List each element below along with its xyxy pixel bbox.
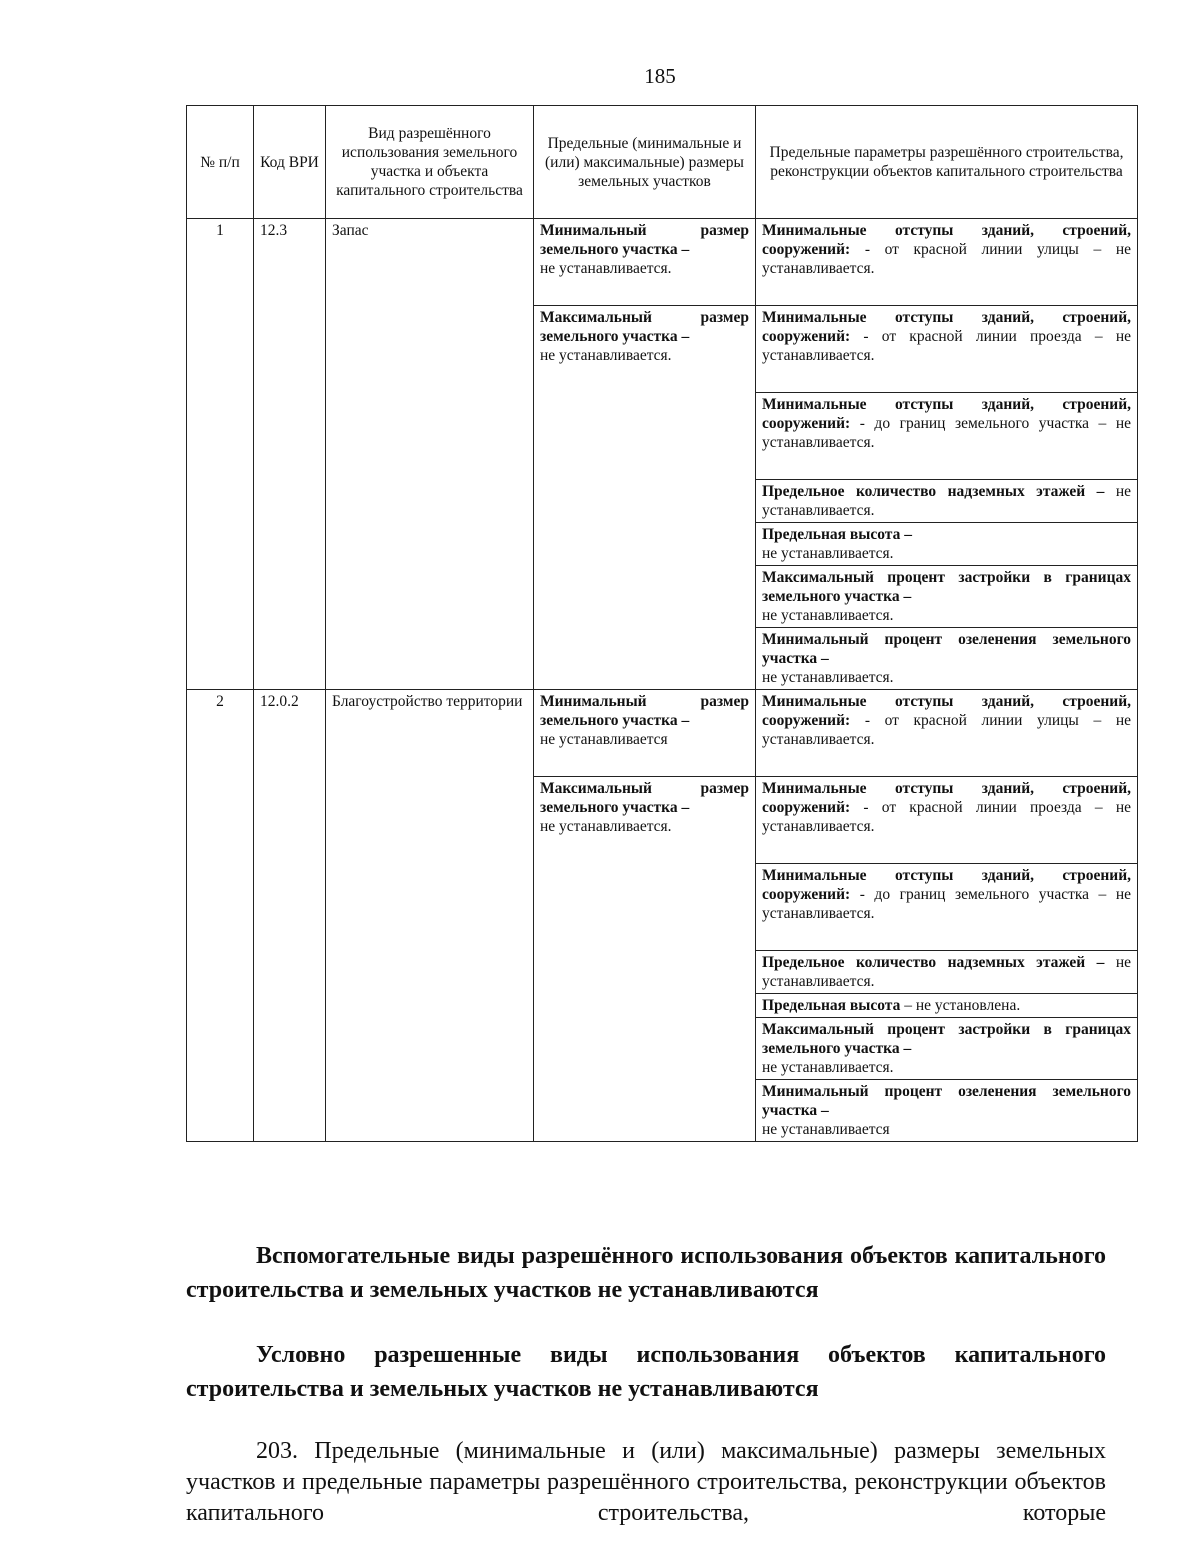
- param-label: Максимальный процент застройки в границах земельного участка –: [762, 1021, 1131, 1057]
- param-cell: [756, 951, 1138, 994]
- max-size-value: не устанавливается.: [540, 347, 672, 364]
- param-value: не устанавливается.: [762, 954, 1132, 990]
- regulations-table: [186, 105, 1138, 1142]
- row-code: 12.3: [254, 219, 326, 690]
- min-size-label: Минимальный размер земельного участка –: [540, 693, 749, 729]
- param-cell: [756, 566, 1138, 628]
- param-label: Предельная высота –: [762, 526, 912, 543]
- param-value: не устанавливается.: [762, 483, 1132, 519]
- header-num: № п/п: [187, 106, 254, 219]
- row-use: Благоустройство территории: [326, 690, 534, 1142]
- param-cell: [756, 523, 1138, 566]
- param-value: не устанавливается.: [762, 1059, 894, 1076]
- param-cell: [756, 628, 1138, 690]
- param-cell: [756, 1080, 1138, 1142]
- param-value: не устанавливается.: [762, 607, 894, 624]
- param-label: Предельное количество надземных этажей –: [762, 483, 1105, 500]
- param-value: не устанавливается.: [762, 545, 894, 562]
- param-label: Минимальный процент озеленения земельного участка –: [762, 631, 1131, 667]
- min-size-cell: [534, 219, 756, 306]
- param-cell: [756, 864, 1138, 951]
- param-label: Минимальные отступы зданий, строений, сооружений:: [762, 780, 1131, 816]
- table-row: [187, 219, 1138, 306]
- min-size-cell: [534, 690, 756, 777]
- param-cell: [756, 480, 1138, 523]
- param-label: Минимальные отступы зданий, строений, сооружений:: [762, 867, 1131, 903]
- param-cell: [756, 1018, 1138, 1080]
- table-row: [187, 690, 1138, 777]
- section-heading: Вспомогательные виды разрешённого использования объектов капитального строительства и земельных участков не устанавливаются: [186, 1243, 1106, 1303]
- param-label: Минимальные отступы зданий, строений, сооружений:: [762, 309, 1131, 345]
- param-cell: [756, 393, 1138, 480]
- min-size-value: не устанавливается.: [540, 260, 672, 277]
- param-label: Предельное количество надземных этажей –: [762, 954, 1105, 971]
- row-use: Запас: [326, 219, 534, 690]
- min-size-value: не устанавливается: [540, 731, 668, 748]
- row-number: 1: [187, 219, 254, 690]
- table-header-row: [187, 106, 1138, 219]
- section-heading: Условно разрешенные виды использования объектов капитального строительства и земельных участков не устанавливаются: [186, 1342, 1106, 1402]
- param-value: - до границ земельного участка – не устанавливается.: [762, 886, 1132, 922]
- param-value: – не установлена.: [904, 997, 1021, 1014]
- param-value: - от красной линии улицы – не устанавливается.: [762, 241, 1131, 277]
- page-number: 185: [644, 64, 676, 88]
- header-params: Предельные параметры разрешённого строительства, реконструкции объектов капитального строительства: [756, 106, 1138, 219]
- header-code: Код ВРИ: [254, 106, 326, 219]
- max-size-value: не устанавливается.: [540, 818, 672, 835]
- row-number: 2: [187, 690, 254, 1142]
- min-size-label: Минимальный размер земельного участка –: [540, 222, 749, 258]
- row-code: 12.0.2: [254, 690, 326, 1142]
- max-size-label: Максимальный размер земельного участка –: [540, 780, 749, 816]
- param-value: не устанавливается: [762, 1121, 890, 1138]
- max-size-label: Максимальный размер земельного участка –: [540, 309, 749, 345]
- header-use: Вид разрешённого использования земельного участка и объекта капитального строительства: [326, 106, 534, 219]
- param-value: - от красной линии проезда – не устанавливается.: [762, 799, 1131, 835]
- body-paragraph: 203. Предельные (минимальные и (или) максимальные) размеры земельных участков и предельные параметры разрешённого строительства, реконструкции объектов капитального строительства, которые: [186, 1438, 1106, 1526]
- param-value: не устанавливается.: [762, 669, 894, 686]
- param-label: Минимальные отступы зданий, строений, сооружений:: [762, 222, 1131, 258]
- max-size-cell: [534, 306, 756, 690]
- header-size: Предельные (минимальные и (или) максимальные) размеры земельных участков: [534, 106, 756, 219]
- param-cell: [756, 777, 1138, 864]
- param-value: - от красной линии улицы – не устанавливается.: [762, 712, 1131, 748]
- param-value: - до границ земельного участка – не устанавливается.: [762, 415, 1132, 451]
- param-cell: [756, 306, 1138, 393]
- param-label: Минимальный процент озеленения земельного участка –: [762, 1083, 1131, 1119]
- param-label: Максимальный процент застройки в границах земельного участка –: [762, 569, 1131, 605]
- param-cell: [756, 994, 1138, 1018]
- max-size-cell: [534, 777, 756, 1142]
- param-label: Предельная высота: [762, 997, 901, 1014]
- param-cell: [756, 219, 1138, 306]
- param-label: Минимальные отступы зданий, строений, сооружений:: [762, 693, 1131, 729]
- param-label: Минимальные отступы зданий, строений, сооружений:: [762, 396, 1131, 432]
- param-value: - от красной линии проезда – не устанавливается.: [762, 328, 1131, 364]
- param-cell: [756, 690, 1138, 777]
